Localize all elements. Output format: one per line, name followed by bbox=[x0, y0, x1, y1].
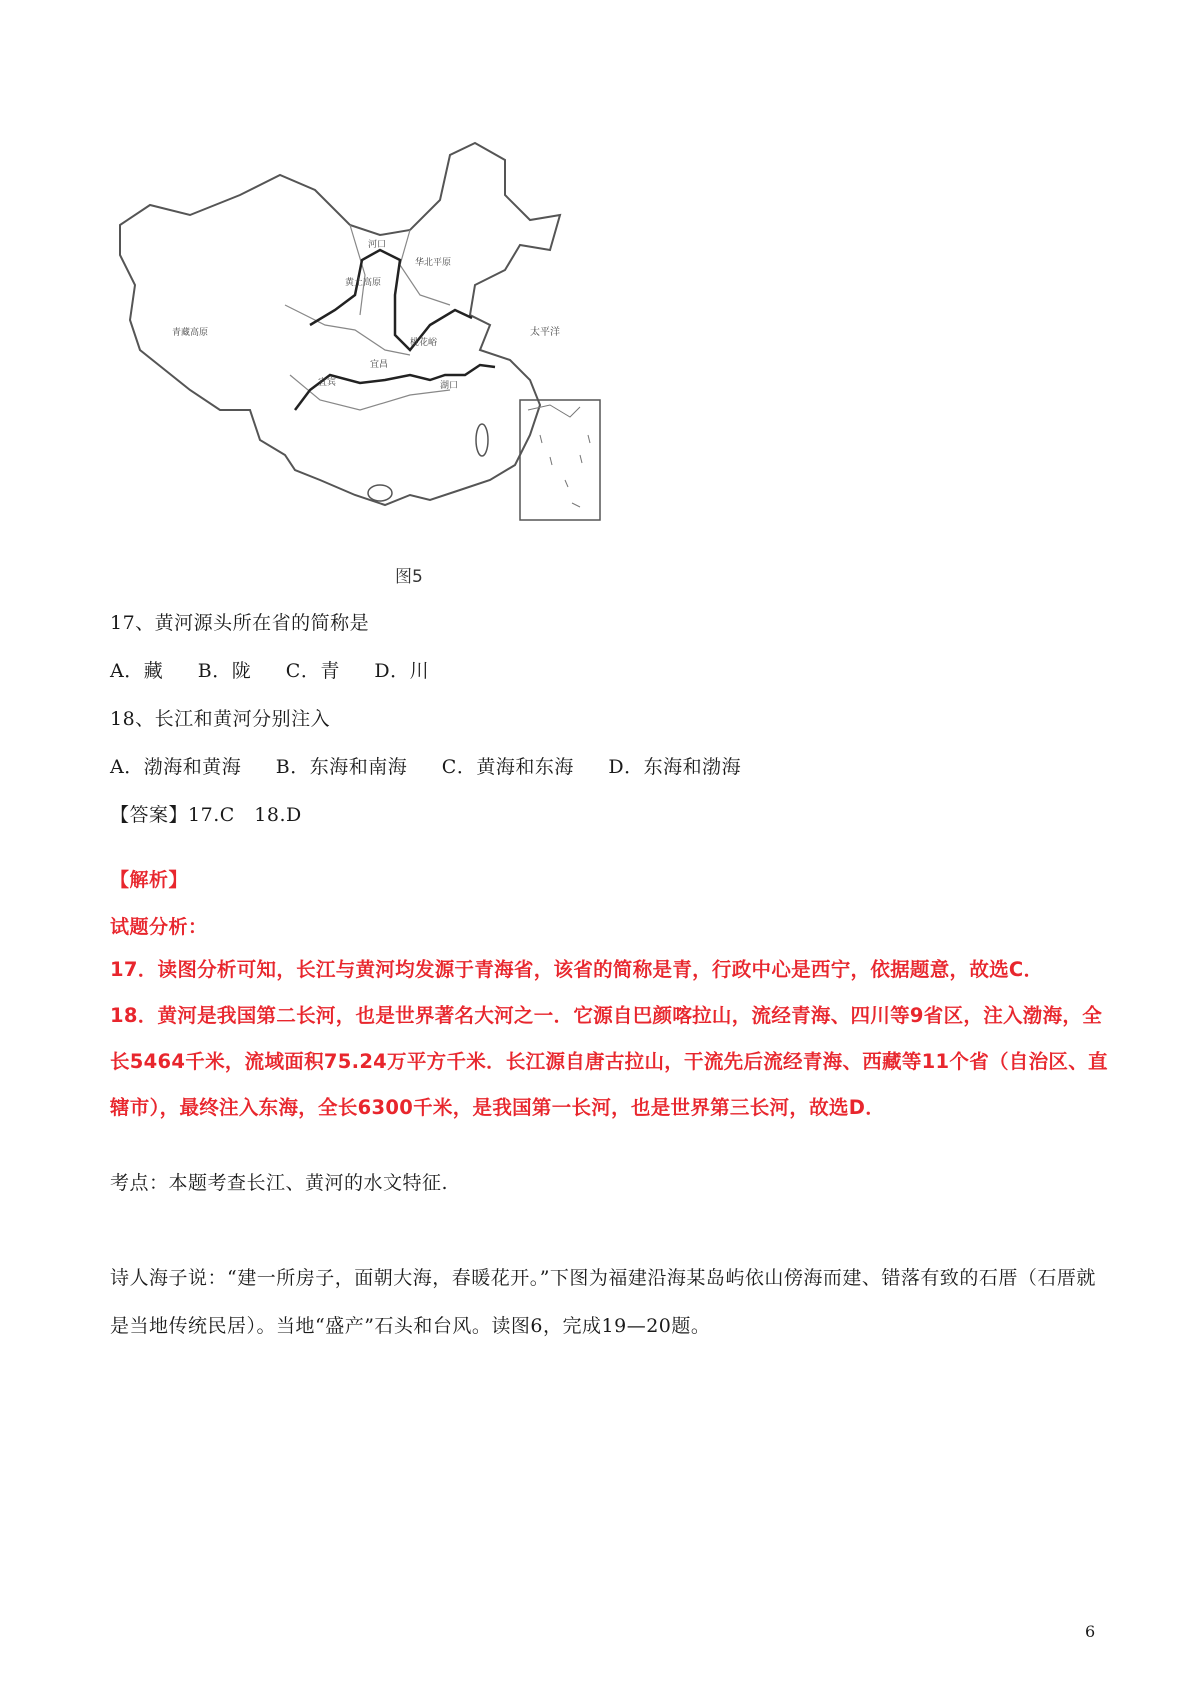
page-number: 6 bbox=[1085, 1622, 1096, 1641]
question-17-stem: 17、黄河源头所在省的简称是 bbox=[110, 612, 370, 634]
analysis-title: 【解析】 bbox=[110, 869, 189, 891]
question-18-options bbox=[110, 752, 741, 779]
taiwan-island bbox=[476, 424, 488, 456]
label-hukou: 湖口 bbox=[440, 381, 459, 391]
label-huabei: 华北平原 bbox=[415, 258, 452, 268]
china-border bbox=[120, 143, 560, 505]
answer-line bbox=[110, 800, 302, 827]
internal-boundary bbox=[350, 225, 365, 315]
q17-option-a: A．藏 bbox=[110, 660, 164, 682]
label-yibin: 宜宾 bbox=[318, 378, 337, 388]
q17-option-d: D．川 bbox=[374, 660, 430, 682]
figure-caption: 图5 bbox=[395, 567, 423, 587]
analysis-paragraph-18: 18．黄河是我国第二长河，也是世界著名大河之一．它源自巴颜喀拉山，流经青海、四川等9省区，注入渤海，全长5464千米，流域面积75.24万平方千米．长江源自唐古拉山，干流先后流经青海、西藏等11个省（自治区、直辖市），最终注入东海，全长6300千米，是我国第一长河，也是世界第三长河，故选D． bbox=[110, 1004, 1108, 1119]
q18-option-d: D．东海和渤海 bbox=[608, 756, 742, 778]
q18-option-a: A．渤海和黄海 bbox=[110, 756, 242, 778]
q18-option-c: C．黄海和东海 bbox=[441, 756, 574, 778]
answer-label: 【答案】 bbox=[110, 804, 189, 826]
hainan-island bbox=[368, 485, 392, 501]
question-17-options bbox=[110, 656, 429, 683]
q17-option-c: C．青 bbox=[285, 660, 340, 682]
poem-intro-paragraph: 诗人海子说：“建一所房子，面朝大海，春暖花开。”下图为福建沿海某岛屿依山傍海而建、错落有致的石厝（石厝就是当地传统民居）。当地“盛产”石头和台风。读图6，完成19—20题。 bbox=[110, 1267, 1096, 1337]
label-taipingyang: 太平洋 bbox=[530, 327, 560, 338]
label-hekou: 河口 bbox=[368, 240, 387, 250]
south-sea-inset bbox=[520, 400, 600, 520]
kaodian-note: 考点：本题考查长江、黄河的水文特征. bbox=[110, 1172, 449, 1194]
q18-option-b: B．东海和南海 bbox=[275, 756, 408, 778]
answer-text: 17.C 18.D bbox=[188, 804, 302, 826]
question-18-stem: 18、长江和黄河分别注入 bbox=[110, 708, 331, 730]
analysis-paragraph-17: 17．读图分析可知，长江与黄河均发源于青海省，该省的简称是青，行政中心是西宁，依据题意，故选C． bbox=[110, 958, 1044, 981]
china-outline-map bbox=[110, 135, 670, 595]
label-taohuayu: 桃花峪 bbox=[410, 338, 438, 348]
analysis-subtitle: 试题分析： bbox=[110, 916, 208, 938]
q17-option-b: B．陇 bbox=[197, 660, 252, 682]
china-rivers-map-figure bbox=[110, 135, 670, 595]
internal-boundary bbox=[285, 305, 410, 355]
label-qinghai-gaoyuan: 青藏高原 bbox=[172, 328, 209, 338]
label-yichang: 宜昌 bbox=[370, 360, 389, 370]
inset-dashes bbox=[540, 435, 590, 507]
label-loess: 黄土高原 bbox=[345, 278, 382, 288]
